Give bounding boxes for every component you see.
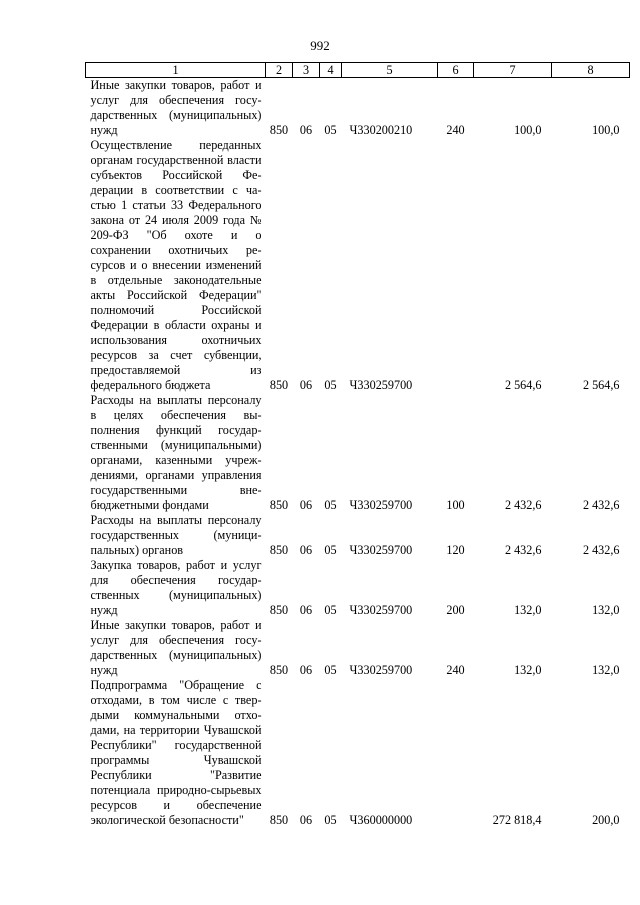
- header-cell: 2: [266, 63, 293, 78]
- header-cell: 6: [438, 63, 474, 78]
- row-expense-type: 200: [446, 603, 465, 617]
- table-row: [86, 513, 630, 558]
- row-expense-type: 240: [446, 663, 465, 677]
- header-cell: 4: [320, 63, 342, 78]
- table-row: [86, 138, 630, 393]
- row-expense-type: 100: [446, 498, 465, 512]
- row-subsection: 05: [324, 543, 337, 557]
- row-amount-2: 100,0: [592, 123, 620, 137]
- row-ministry-code: 850: [269, 378, 289, 392]
- row-ministry-code: 850: [269, 813, 289, 827]
- row-section: 06: [299, 813, 313, 827]
- row-ministry-code: 850: [269, 543, 289, 557]
- row-amount-1: 100,0: [514, 123, 542, 137]
- row-target-article: Ч330259700: [349, 663, 413, 677]
- page-number: 992: [310, 38, 330, 53]
- row-amount-2: 2 432,6: [582, 543, 620, 557]
- row-ministry-code: 850: [269, 663, 289, 677]
- row-section: 06: [299, 603, 313, 617]
- row-subsection: 05: [324, 663, 337, 677]
- row-target-article: Ч330259700: [349, 543, 413, 557]
- header-cell: 3: [293, 63, 320, 78]
- row-expense-type: [438, 678, 474, 828]
- row-section: 06: [299, 498, 313, 512]
- row-description: Осуществление переданных органам государственной власти субъектов Российской Федерации в соответствии с частью 1 статьи 33 Федерального закона от 24 июля 2009 года № 209-ФЗ "Об охоте и о сохранении охотничьих ресурсов и о внесении изменений в отдельные законодательные акты Российской Федерации" полномочий Российской Федерации в области охраны и использования охотничьих ресурсов за счет субвенции, предоставляемой из федерального бюджета: [90, 138, 262, 392]
- row-description: Расходы на выплаты персоналу государственных (муниципальных) органов: [90, 513, 262, 557]
- table-row: [86, 678, 630, 828]
- header-cell: 5: [342, 63, 438, 78]
- row-amount-1: 2 432,6: [504, 498, 542, 512]
- row-target-article: Ч330259700: [349, 603, 413, 617]
- row-description: Иные закупки товаров, работ и услуг для обеспечения государственных (муниципальных) нужд: [90, 78, 262, 137]
- row-section: 06: [299, 378, 313, 392]
- row-section: 06: [299, 663, 313, 677]
- table-row: [86, 78, 630, 139]
- row-subsection: 05: [324, 378, 337, 392]
- row-subsection: 05: [324, 813, 337, 827]
- row-description: Иные закупки товаров, работ и услуг для обеспечения государственных (муниципальных) нужд: [90, 618, 262, 677]
- row-section: 06: [299, 123, 313, 137]
- row-target-article: Ч330259700: [349, 498, 413, 512]
- row-amount-2: 200,0: [592, 813, 620, 827]
- table-row: [86, 558, 630, 618]
- row-amount-2: 2 564,6: [582, 378, 620, 392]
- row-ministry-code: 850: [269, 498, 289, 512]
- row-section: 06: [299, 543, 313, 557]
- row-description: Подпрограмма "Обращение с отходами, в том числе с твердыми коммунальными отходами, на территории Чувашской Республики" государственной программы Чувашской Республики "Развитие потенциала природно-сырьевых ресурсов и обеспечение экологической безопасности": [90, 678, 262, 827]
- row-description: Закупка товаров, работ и услуг для обеспечения государственных (муниципальных) нужд: [90, 558, 262, 617]
- table-row: [86, 393, 630, 513]
- row-amount-1: 132,0: [514, 663, 542, 677]
- row-ministry-code: 850: [269, 123, 289, 137]
- row-subsection: 05: [324, 603, 337, 617]
- row-amount-1: 272 818,4: [492, 813, 542, 827]
- row-amount-1: 2 564,6: [504, 378, 542, 392]
- row-amount-2: 132,0: [592, 603, 620, 617]
- budget-table: [85, 62, 630, 828]
- table-row: [86, 618, 630, 678]
- row-expense-type: [438, 138, 474, 393]
- row-amount-2: 2 432,6: [582, 498, 620, 512]
- row-target-article: Ч330200210: [349, 123, 413, 137]
- row-target-article: Ч330259700: [349, 378, 413, 392]
- header-cell: 7: [474, 63, 552, 78]
- header-cell: 8: [552, 63, 630, 78]
- row-amount-2: 132,0: [592, 663, 620, 677]
- row-ministry-code: 850: [269, 603, 289, 617]
- row-subsection: 05: [324, 498, 337, 512]
- row-description: Расходы на выплаты персоналу в целях обеспечения выполнения функций государственными (муниципальными) органами, казенными учреждениями, органами управления государственными внебюджетными фондами: [90, 393, 262, 512]
- header-row: [86, 63, 630, 78]
- row-amount-1: 132,0: [514, 603, 542, 617]
- row-target-article: Ч360000000: [349, 813, 413, 827]
- row-amount-1: 2 432,6: [504, 543, 542, 557]
- header-cell: 1: [86, 63, 266, 78]
- row-expense-type: 120: [446, 543, 465, 557]
- row-subsection: 05: [324, 123, 337, 137]
- row-expense-type: 240: [446, 123, 465, 137]
